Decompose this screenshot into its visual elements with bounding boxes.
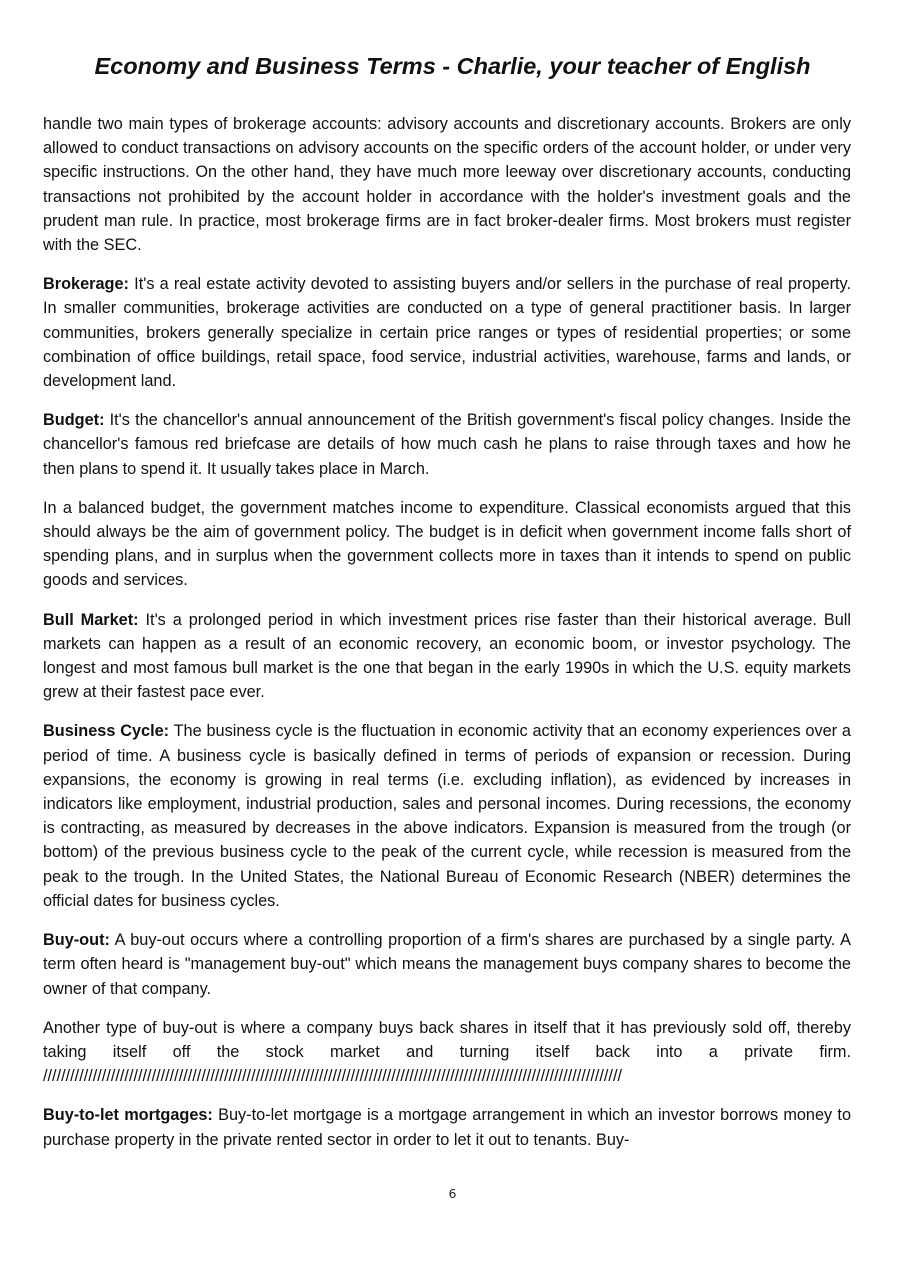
paragraph-buy-out	[43, 928, 851, 1001]
paragraph-text: It's the chancellor's annual announcement of the British government's fiscal policy changes. Inside the chancellor's famous red briefcase are details of how much cash he plans to raise through taxes and how he then plans to spend it. It usually takes place in March.	[43, 411, 851, 478]
document-body	[43, 112, 851, 1167]
paragraph-brokerage	[43, 272, 851, 393]
paragraph-text: It's a prolonged period in which investment prices rise faster than their historical average. Bull markets can happen as a result of an economic recovery, an economic boom, or investor psychology. The longest and most famous bull market is the one that began in the early 1990s in which the U.S. equity markets grew at their fastest pace ever.	[43, 610, 852, 702]
term-heading: Buy-to-let mortgages:	[43, 1106, 213, 1125]
paragraph-text: The business cycle is the fluctuation in economic activity that an economy experiences over a period of time. A business cycle is basically defined in terms of periods of expansion or recession. During expansions, the economy is growing in real terms (i.e. excluding inflation), as evidenced by increases in indicators like employment, industrial production, sales and personal incomes. During recessions, the economy is contracting, as measured by decreases in the above indicators. Expansion is measured from the trough (or bottom) of the previous business cycle to the peak of the current cycle, while recession is measured from the peak to the trough. In the United States, the National Bureau of Economic Research (NBER) determines the official dates for business cycles.	[43, 722, 851, 910]
page-number: 6	[448, 1186, 457, 1201]
term-heading: Buy-out:	[43, 931, 110, 950]
paragraph-balanced-budget	[43, 496, 851, 593]
paragraph-text: It's a real estate activity devoted to assisting buyers and/or sellers in the purchase of real property. In smaller communities, brokerage activities are conducted on a type of general practitioner basis. In larger communities, brokers generally specialize in certain price ranges or types of residential properties; or some combination of office buildings, retail space, food service, industrial activities, warehouse, farms and lands, or development land.	[43, 275, 851, 391]
paragraph-bull-market	[43, 608, 851, 705]
paragraph-text: handle two main types of brokerage accounts: advisory accounts and discretionary accounts. Brokers are only allowed to conduct transactions on advisory accounts on the specific orders of the account holder, or under very specific instructions. On the other hand, they have much more leeway over discretionary accounts, conducting transactions not prohibited by the account holder in accordance with the holder's investment goals and the prudent man rule. In practice, most brokerage firms are in fact broker-dealer firms. Most brokers must register with the SEC.	[43, 115, 851, 255]
paragraph-text: Buy-to-let mortgage is a mortgage arrangement in which an investor borrows money to purchase property in the private rented sector in order to let it out to tenants. Buy-	[43, 1106, 851, 1149]
paragraph-buy-to-let	[43, 1103, 851, 1151]
page-title: Economy and Business Terms - Charlie, your teacher of English	[94, 53, 811, 79]
paragraph-business-cycle	[43, 719, 851, 913]
paragraph-brokers-continued	[43, 112, 851, 257]
paragraph-budget	[43, 408, 851, 481]
paragraph-text: Another type of buy-out is where a company buys back shares in itself that it has previously sold off, thereby taking itself off the stock market and turning itself back into a private firm.	[43, 1018, 851, 1061]
term-heading: Brokerage:	[43, 275, 129, 294]
term-heading: Bull Market:	[43, 610, 139, 629]
paragraph-buy-back	[43, 1016, 851, 1089]
slash-separator: ////////////////////////////////////////////////////////////////////////////////////////////////////////////////////////////////	[43, 1067, 623, 1086]
term-heading: Business Cycle:	[43, 722, 170, 741]
paragraph-text: In a balanced budget, the government matches income to expenditure. Classical economists argued that this should always be the aim of government policy. The budget is in deficit when government income falls short of spending plans, and in surplus when the government collects more in taxes than it intends to spend on public goods and services.	[43, 498, 851, 590]
paragraph-text: A buy-out occurs where a controlling proportion of a firm's shares are purchased by a single party. A term often heard is "management buy-out" which means the management buys company shares to become the owner of that company.	[43, 931, 851, 998]
term-heading: Budget:	[43, 411, 105, 430]
